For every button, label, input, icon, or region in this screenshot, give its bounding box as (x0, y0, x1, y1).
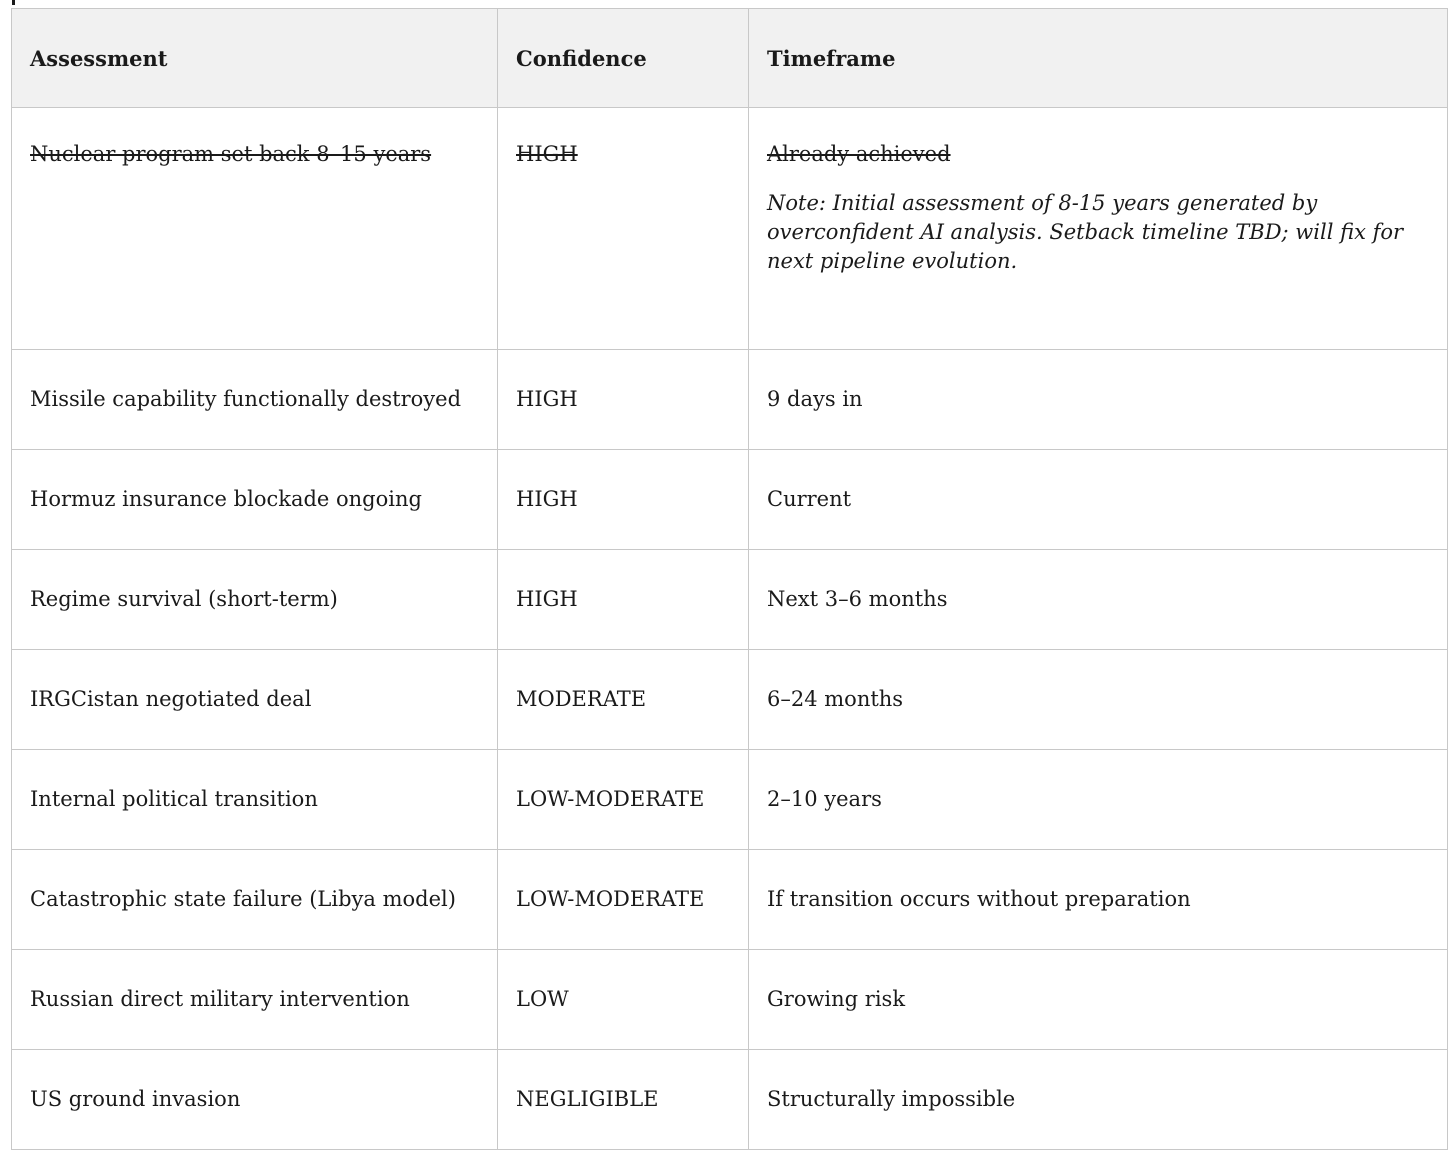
cell-assessment: Catastrophic state failure (Libya model) (12, 850, 498, 950)
cell-confidence: NEGLIGIBLE (498, 1050, 749, 1150)
cell-confidence: MODERATE (498, 650, 749, 750)
cell-assessment: Regime survival (short-term) (12, 550, 498, 650)
cell-timeframe: Current (749, 450, 1448, 550)
cell-timeframe-struck (749, 108, 1448, 350)
cell-assessment: US ground invasion (12, 1050, 498, 1150)
cell-assessment: Hormuz insurance blockade ongoing (12, 450, 498, 550)
cell-timeframe: 6–24 months (749, 650, 1448, 750)
table-row-struck (12, 108, 1448, 350)
table-row (12, 750, 1448, 850)
header-assessment: Assessment (12, 9, 498, 108)
struck-assessment-text: Nuclear program set back 8–15 years (30, 142, 432, 166)
cell-timeframe: If transition occurs without preparation (749, 850, 1448, 950)
cell-timeframe: Structurally impossible (749, 1050, 1448, 1150)
assessment-table (11, 8, 1448, 1150)
struck-confidence-text: HIGH (516, 142, 578, 166)
cell-timeframe: 2–10 years (749, 750, 1448, 850)
table-row (12, 650, 1448, 750)
cell-assessment: Internal political transition (12, 750, 498, 850)
table-row (12, 450, 1448, 550)
cell-timeframe: Growing risk (749, 950, 1448, 1050)
cell-confidence: LOW-MODERATE (498, 850, 749, 950)
cell-confidence: LOW (498, 950, 749, 1050)
table-header (12, 9, 1448, 108)
cell-assessment: Missile capability functionally destroyed (12, 350, 498, 450)
table-row (12, 950, 1448, 1050)
cell-timeframe: 9 days in (749, 350, 1448, 450)
table-row (12, 1050, 1448, 1150)
cell-confidence: HIGH (498, 350, 749, 450)
cell-confidence: HIGH (498, 450, 749, 550)
cell-confidence: HIGH (498, 550, 749, 650)
cell-assessment: Russian direct military intervention (12, 950, 498, 1050)
cell-assessment-struck (12, 108, 498, 350)
struck-timeframe-text: Already achieved (767, 142, 951, 166)
cell-assessment: IRGCistan negotiated deal (12, 650, 498, 750)
cell-confidence: LOW-MODERATE (498, 750, 749, 850)
table-body (12, 108, 1448, 1150)
correction-note: Note: Initial assessment of 8-15 years generated by overconfident AI analysis. Setback timeline TBD; will fix for next pipeline evolution. (767, 191, 1404, 273)
page-edge-mark (12, 0, 15, 5)
table-row (12, 350, 1448, 450)
table-row (12, 850, 1448, 950)
cell-timeframe: Next 3–6 months (749, 550, 1448, 650)
table-row (12, 550, 1448, 650)
cell-confidence-struck (498, 108, 749, 350)
header-confidence: Confidence (498, 9, 749, 108)
header-timeframe: Timeframe (749, 9, 1448, 108)
header-row (12, 9, 1448, 108)
